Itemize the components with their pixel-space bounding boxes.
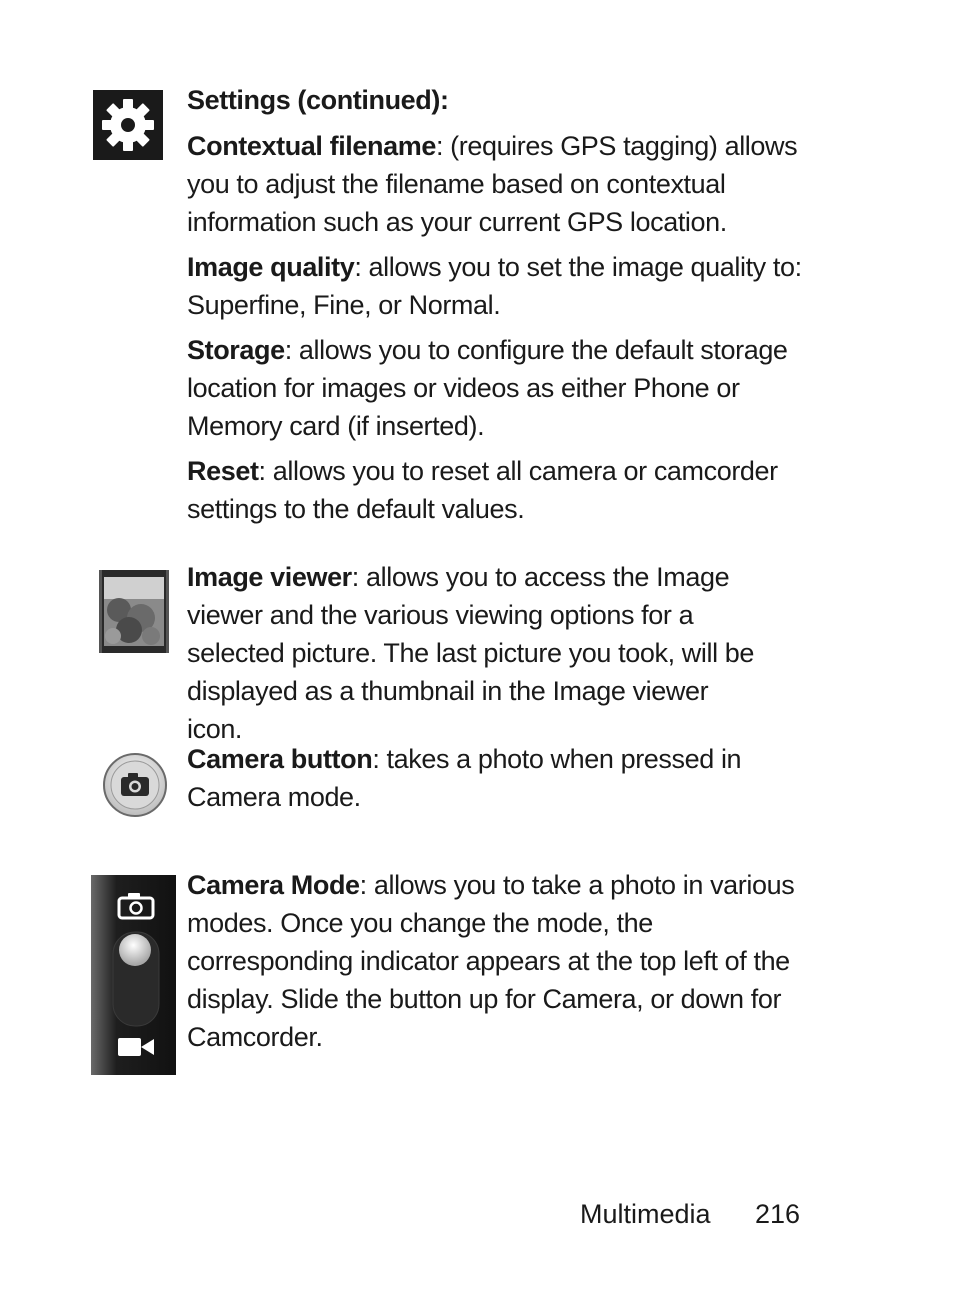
- contextual-filename-text: : (requires GPS tagging) allows you to adjust the filename based on contextual information such as your current GPS location.: [187, 131, 798, 237]
- camera-mode-term: Camera Mode: [187, 870, 360, 900]
- settings-gear-icon: [93, 90, 163, 160]
- reset-term: Reset: [187, 456, 259, 486]
- camera-button-term: Camera button: [187, 744, 373, 774]
- image-quality-text: : allows you to set the image quality to: Superfine, Fine, or Normal.: [187, 252, 802, 320]
- camera-mode-paragraph: [187, 866, 817, 1056]
- footer-page-number: 216: [755, 1199, 801, 1229]
- reset-text: : allows you to reset all camera or camcorder settings to the default values.: [187, 456, 778, 524]
- storage-text: : allows you to configure the default storage location for images or videos as either Phone or Memory card (if inserted).: [187, 335, 788, 441]
- camera-button-icon: [102, 752, 168, 818]
- storage-term: Storage: [187, 335, 285, 365]
- storage-paragraph: [187, 331, 817, 445]
- camera-mode-slider-icon: [91, 875, 176, 1075]
- image-viewer-thumbnail-icon: [99, 570, 169, 653]
- image-quality-term: Image quality: [187, 252, 355, 282]
- image-viewer-text: : allows you to access the Image viewer and the various viewing options for a selected picture. The last picture you took, will be displayed as a thumbnail in the Image viewer icon.: [187, 562, 755, 744]
- image-quality-paragraph: [187, 248, 817, 324]
- camera-mode-text: : allows you to take a photo in various modes. Once you change the mode, the corresponding indicator appears at the top left of the display. Slide the button up for Camera, or down for Camcorder.: [187, 870, 795, 1052]
- settings-section: [187, 81, 817, 528]
- reset-paragraph: [187, 452, 817, 528]
- contextual-filename-term: Contextual filename: [187, 131, 436, 161]
- camera-button-text: : takes a photo when pressed in Camera mode.: [187, 744, 742, 812]
- footer-section-label: Multimedia: [580, 1199, 711, 1229]
- image-viewer-term: Image viewer: [187, 562, 352, 592]
- contextual-filename-paragraph: [187, 127, 817, 241]
- camera-button-paragraph: [187, 740, 817, 816]
- settings-heading: Settings (continued):: [187, 85, 449, 115]
- image-viewer-paragraph: [187, 558, 767, 748]
